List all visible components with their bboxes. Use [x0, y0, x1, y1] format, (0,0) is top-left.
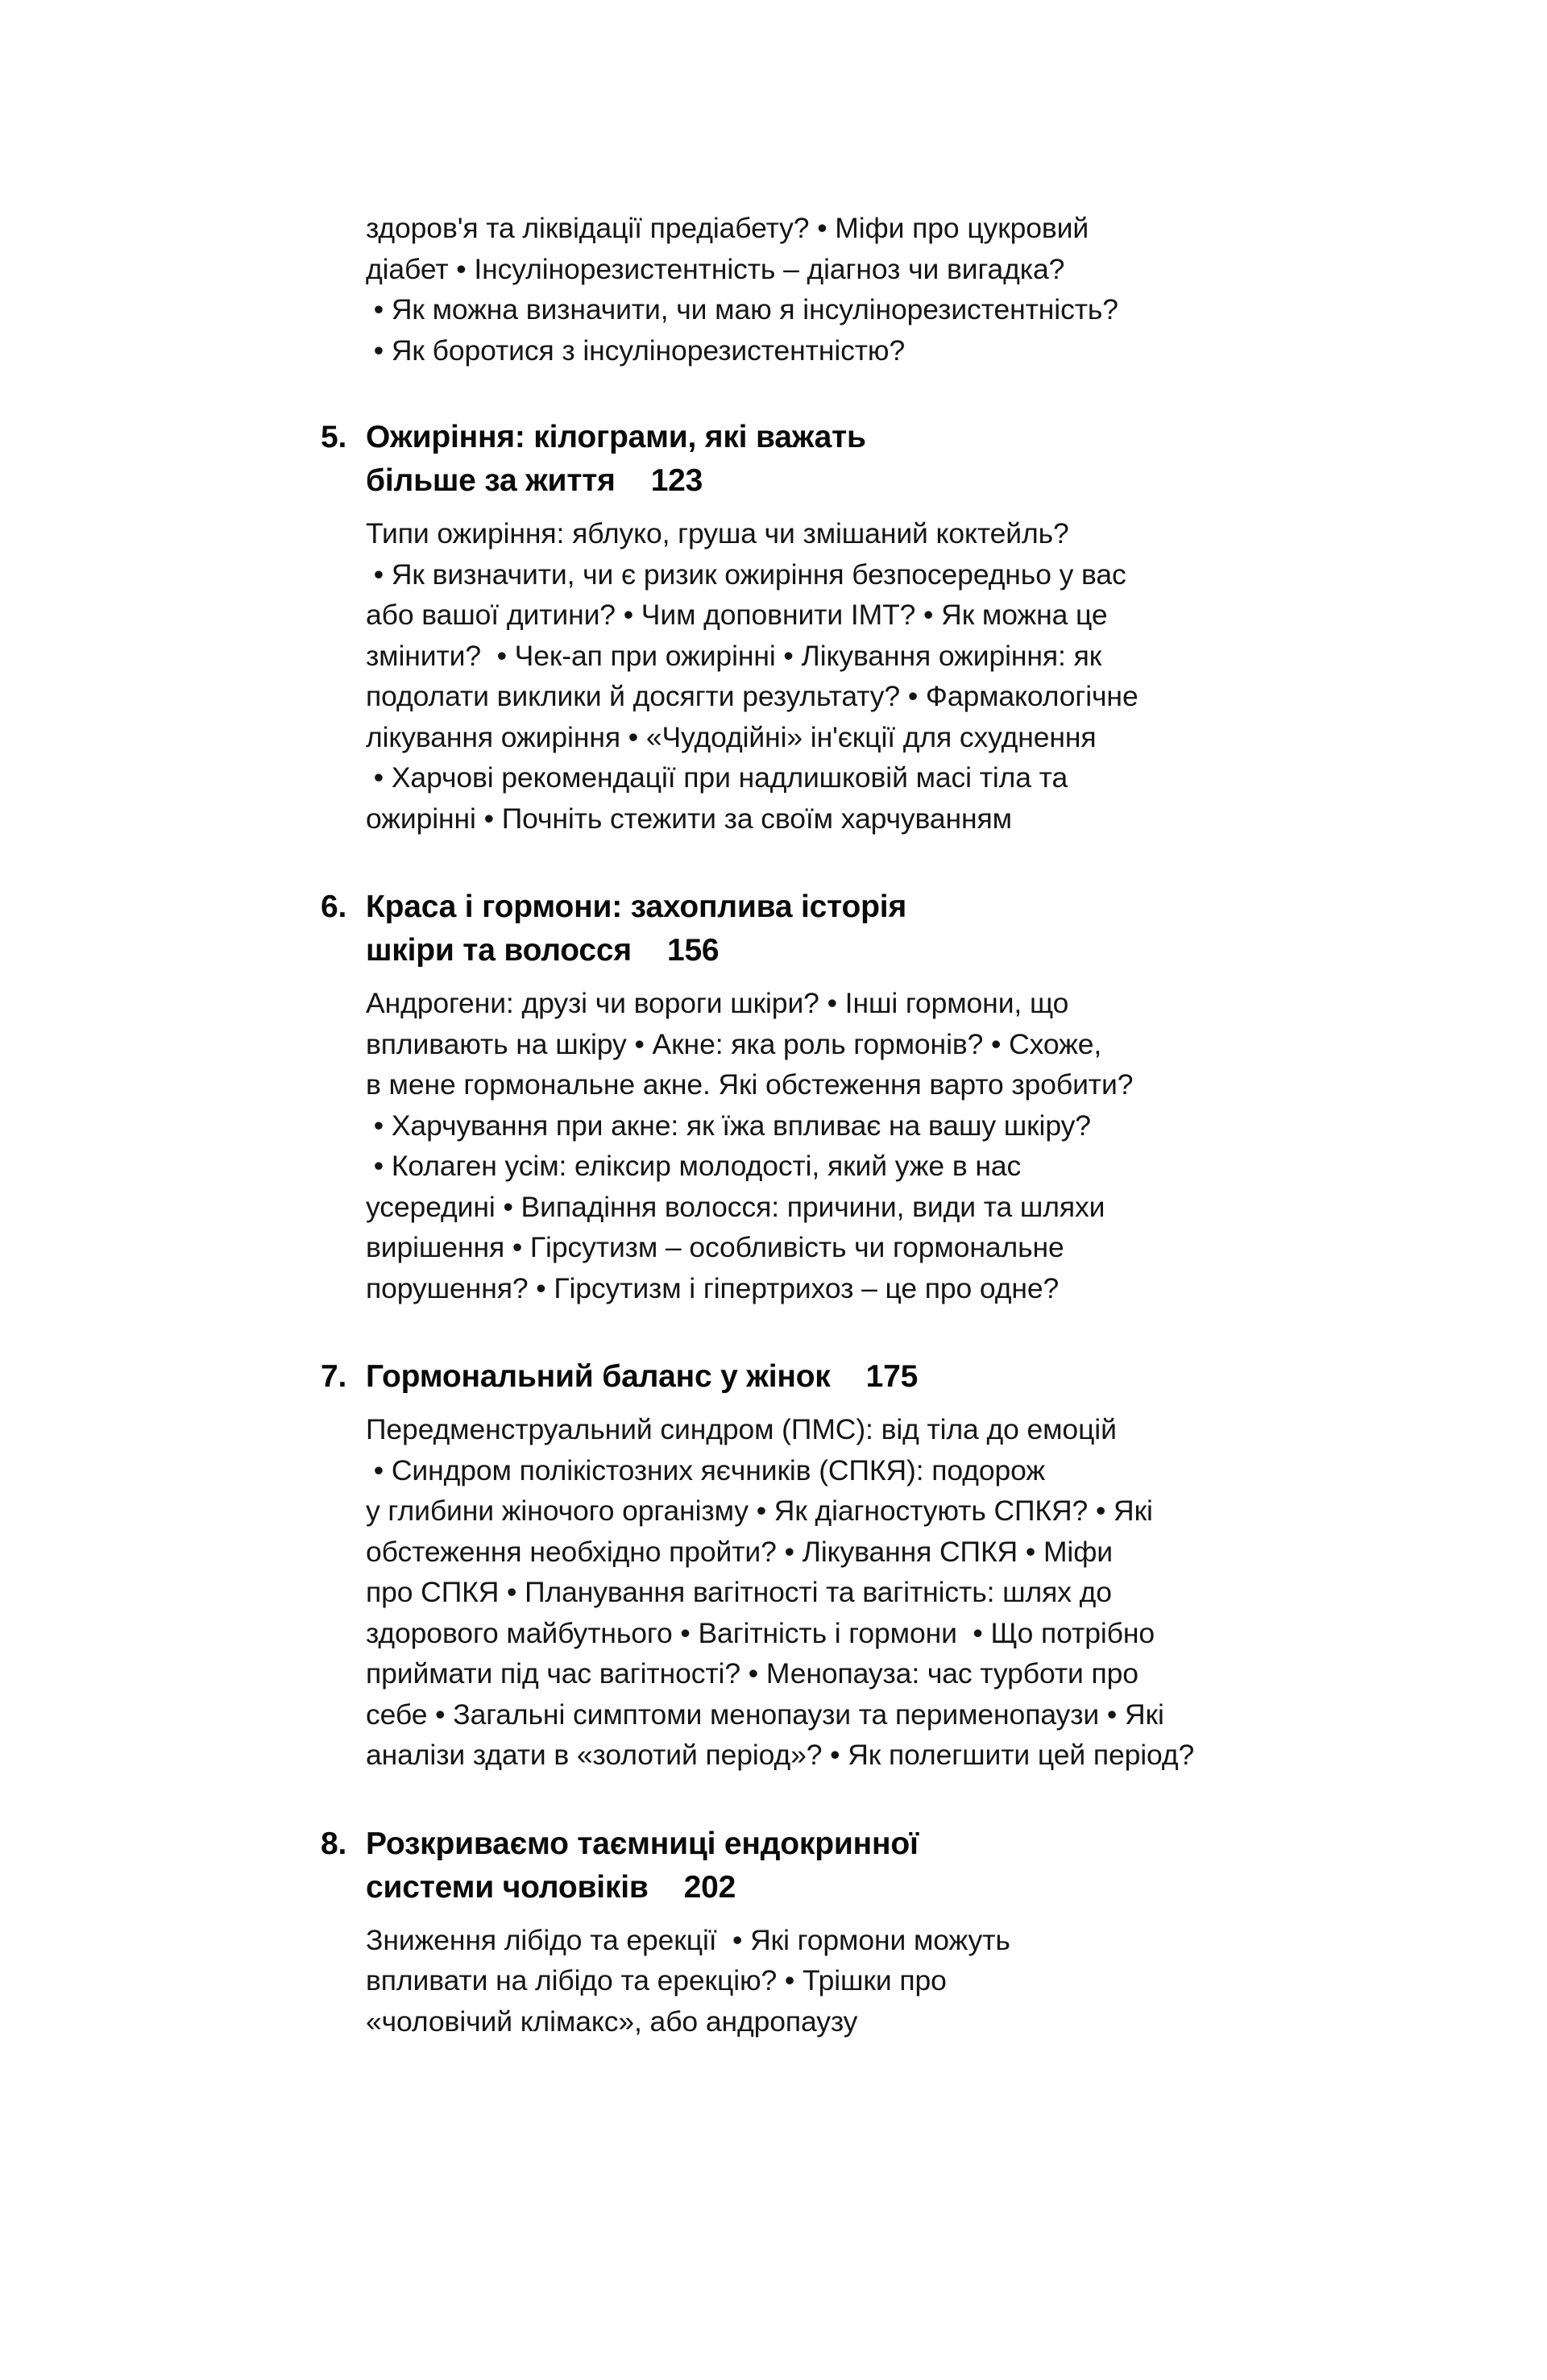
summary-line: впливати на лібідо та ерекцію? • Трішки про [366, 1964, 947, 1996]
chapter-heading[interactable] [321, 1822, 1312, 1909]
summary-line: усередині • Випадіння волосся: причини, види та шляхи [366, 1190, 1105, 1223]
summary-line: вирішення • Гірсутизм – особливість чи гормональне [366, 1231, 1064, 1263]
chapter-contents-summary [366, 983, 1300, 1308]
previous-chapter-continuation [366, 208, 1268, 371]
chapter-heading[interactable] [321, 885, 1312, 972]
chapter-page-number: 175 [865, 1359, 919, 1394]
continuation-line: діабет • Інсулінорезистентність – діагноз чи вигадка? [366, 252, 1065, 285]
chapter-heading-line-2 [321, 929, 1312, 972]
table-of-contents [321, 208, 1312, 2042]
chapter-number: 8. [321, 1826, 347, 1861]
summary-line: «чоловічий клімакс», або андропаузу [366, 2005, 858, 2038]
summary-line: впливають на шкіру • Акне: яка роль гормонів? • Схоже, [366, 1027, 1102, 1060]
summary-line: ожирінні • Почніть стежити за своїм харчуванням [366, 802, 1012, 835]
continuation-line: • Як можна визначити, чи маю я інсулінорезистентність? [366, 293, 1118, 325]
chapter-contents-summary [366, 1409, 1300, 1776]
chapter-title-part: шкіри та волосся [366, 933, 632, 968]
chapter-title-part: Ожиріння: кілограми, які важать [366, 420, 866, 454]
toc-entry-chapter-7[interactable] [321, 1355, 1312, 1776]
summary-line: аналізи здати в «золотий період»? • Як полегшити цей період? [366, 1739, 1195, 1771]
summary-line: Типи ожиріння: яблуко, груша чи змішаний коктейль? [366, 517, 1069, 549]
chapter-title-part: більше за життя [366, 463, 616, 498]
summary-line: • Колаген усім: еліксир молодості, який уже в нас [366, 1150, 1022, 1182]
chapter-heading[interactable] [321, 416, 1312, 503]
summary-line: Зниження лібідо та ерекції • Які гормони можуть [366, 1923, 1010, 1956]
chapter-page-number: 156 [666, 933, 720, 968]
summary-line: або вашої дитини? • Чим доповнити ІМТ? • Як можна це [366, 599, 1108, 631]
summary-line: приймати під час вагітності? • Менопауза: час турботи про [366, 1657, 1138, 1690]
continuation-line: • Як боротися з інсулінорезистентністю? [366, 334, 906, 367]
chapter-contents-summary [366, 1920, 1300, 2042]
chapter-heading-line-1 [321, 1355, 1312, 1399]
summary-line: • Харчові рекомендації при надлишковій масі тіла та [366, 761, 1068, 794]
toc-entry-chapter-8[interactable] [321, 1822, 1312, 2042]
chapter-heading-line-2 [321, 459, 1312, 503]
chapter-heading-line-1 [321, 416, 1312, 459]
summary-line: • Харчування при акне: як їжа впливає на вашу шкіру? [366, 1109, 1091, 1142]
summary-line: обстеження необхідно пройти? • Лікування СПКЯ • Міфи [366, 1535, 1114, 1568]
chapter-heading-line-1 [321, 1822, 1312, 1866]
chapter-heading[interactable] [321, 1355, 1312, 1399]
summary-line: змінити? • Чек-ап при ожирінні • Лікування ожиріння: як [366, 639, 1102, 672]
summary-line: здорового майбутнього • Вагітність і гормони • Що потрібно [366, 1616, 1155, 1649]
summary-line: себе • Загальні симптоми менопаузи та перименопаузи • Які [366, 1698, 1164, 1731]
chapter-number: 6. [321, 889, 347, 924]
summary-line: • Синдром полікістозних яєчників (СПКЯ): подорож [366, 1453, 1046, 1486]
summary-line: • Як визначити, чи є ризик ожиріння безпосередньо у вас [366, 558, 1126, 591]
chapter-number: 5. [321, 420, 347, 454]
chapter-title-part: Гормональний баланс у жінок [366, 1359, 831, 1394]
chapter-title-part: системи чоловіків [366, 1869, 649, 1905]
summary-line: Андрогени: друзі чи вороги шкіри? • Інші гормони, що [366, 987, 1069, 1019]
summary-line: про СПКЯ • Планування вагітності та вагітність: шлях до [366, 1576, 1112, 1608]
summary-line: подолати виклики й досягти результату? • Фармакологічне [366, 680, 1138, 712]
summary-line: Передменструальний синдром (ПМС): від тіла до емоцій [366, 1413, 1117, 1445]
summary-line: лікування ожиріння • «Чудодійні» ін'єкції для схуднення [366, 720, 1097, 753]
summary-line: у глибини жіночого організму • Як діагностують СПКЯ? • Які [366, 1495, 1153, 1527]
summary-line: порушення? • Гірсутизм і гіпертрихоз – це про одне? [366, 1271, 1060, 1304]
chapter-page-number: 202 [683, 1869, 736, 1905]
toc-entry-chapter-6[interactable] [321, 885, 1312, 1308]
chapter-page-number: 123 [650, 463, 703, 498]
chapter-heading-line-1 [321, 885, 1312, 929]
chapter-title-part: Розкриваємо таємниці ендокринної [366, 1826, 919, 1861]
chapter-number: 7. [321, 1359, 347, 1394]
chapter-title-part: Краса і гормони: захоплива історія [366, 889, 906, 924]
chapter-heading-line-2 [321, 1866, 1312, 1909]
summary-line: в мене гормональне акне. Які обстеження варто зробити? [366, 1068, 1134, 1101]
continuation-line: здоров'я та ліквідації предіабету? • Міфи про цукровий [366, 212, 1089, 244]
chapter-contents-summary [366, 513, 1300, 839]
toc-entry-chapter-5[interactable] [321, 416, 1312, 839]
